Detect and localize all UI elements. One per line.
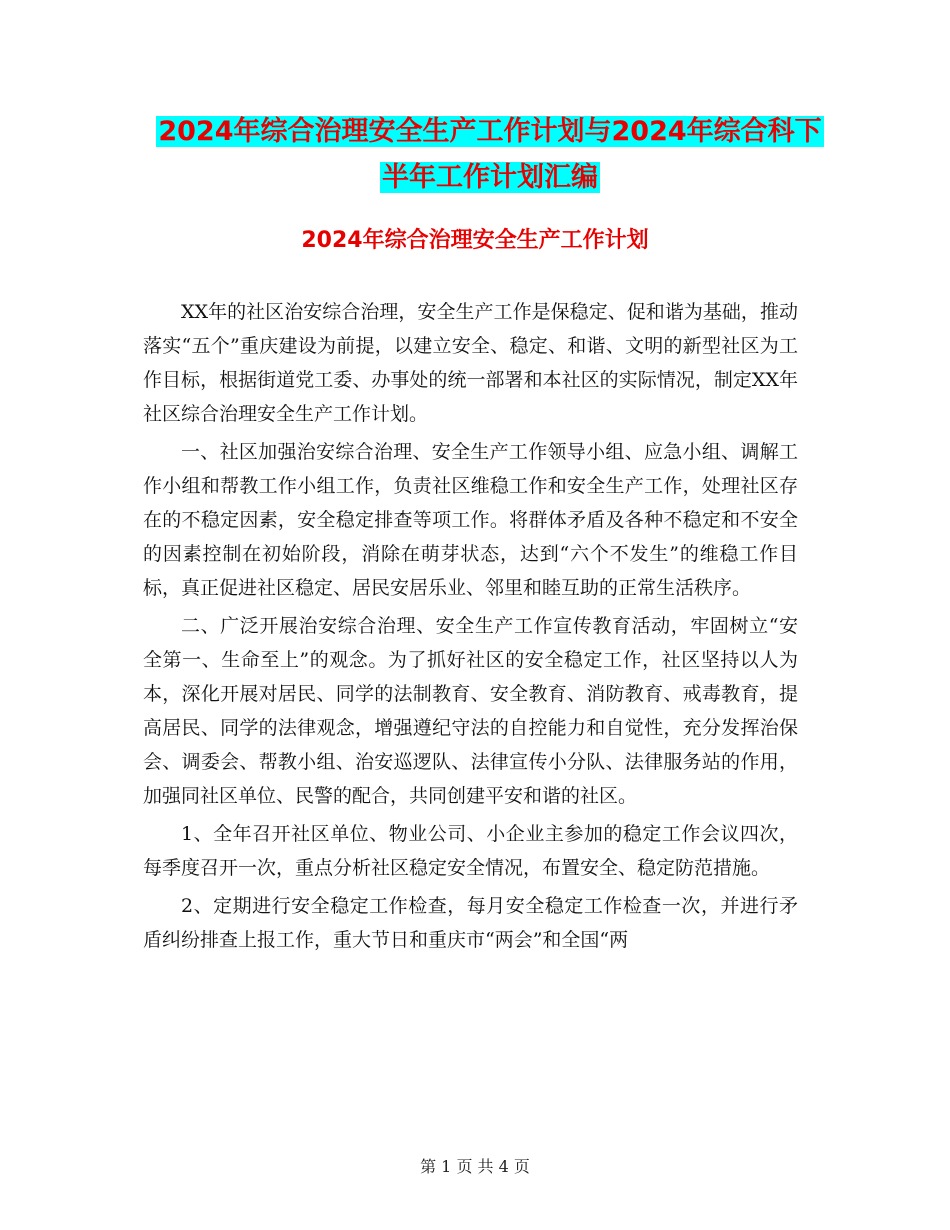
document-title-line-1 <box>140 112 840 152</box>
paragraph-section-1: 一、社区加强治安综合治理、安全生产工作领导小组、应急小组、调解工作小组和帮教工作小组工作，负责社区维稳工作和安全生产工作，处理社区存在的不稳定因素，安全稳定排查等项工作。将群体矛盾及各种不稳定和不安全的因素控制在初始阶段，消除在萌芽状态，达到“六个不发生”的维稳工作目标，真正促进社区稳定、居民安居乐业、邻里和睦互助的正常生活秩序。 <box>143 441 798 599</box>
document-title-line-2 <box>140 158 840 198</box>
page-footer: 第 1 页 共 4 页 <box>420 1157 530 1176</box>
document-body <box>143 295 798 961</box>
paragraph-section-2: 二、广泛开展治安综合治理、安全生产工作宣传教育活动，牢固树立“安全第一、生命至上”的观念。为了抓好社区的安全稳定工作，社区坚持以人为本，深化开展对居民、同学的法制教育、安全教育、消防教育、戒毒教育，提高居民、同学的法律观念，增强遵纪守法的自控能力和自觉性，充分发挥治保会、调委会、帮教小组、治安巡逻队、法律宣传小分队、法律服务站的作用，加强同社区单位、民警的配合，共同创建平安和谐的社区。 <box>143 615 798 807</box>
paragraph-item-2: 2、定期进行安全稳定工作检查，每月安全稳定工作检查一次，并进行矛盾纠纷排查上报工作，重大节日和重庆市“两会”和全国“两 <box>143 895 798 951</box>
document-title-text-2: 半年工作计划汇编 <box>382 162 598 193</box>
paragraph-item-1: 1、全年召开社区单位、物业公司、小企业主参加的稳定工作会议四次，每季度召开一次，重点分析社区稳定安全情况，布置安全、稳定防范措施。 <box>143 823 798 879</box>
paragraph-intro: XX年的社区治安综合治理，安全生产工作是保稳定、促和谐为基础，推动落实“五个”重庆建设为前提，以建立安全、稳定、和谐、文明的新型社区为工作目标，根据街道党工委、办事处的统一部署和本社区的实际情况，制定XX年社区综合治理安全生产工作计划。 <box>143 301 798 425</box>
section-title: 2024年综合治理安全生产工作计划 <box>301 228 649 253</box>
document-title-text-1: 2024年综合治理安全生产工作计划与2024年综合科下 <box>158 116 822 147</box>
